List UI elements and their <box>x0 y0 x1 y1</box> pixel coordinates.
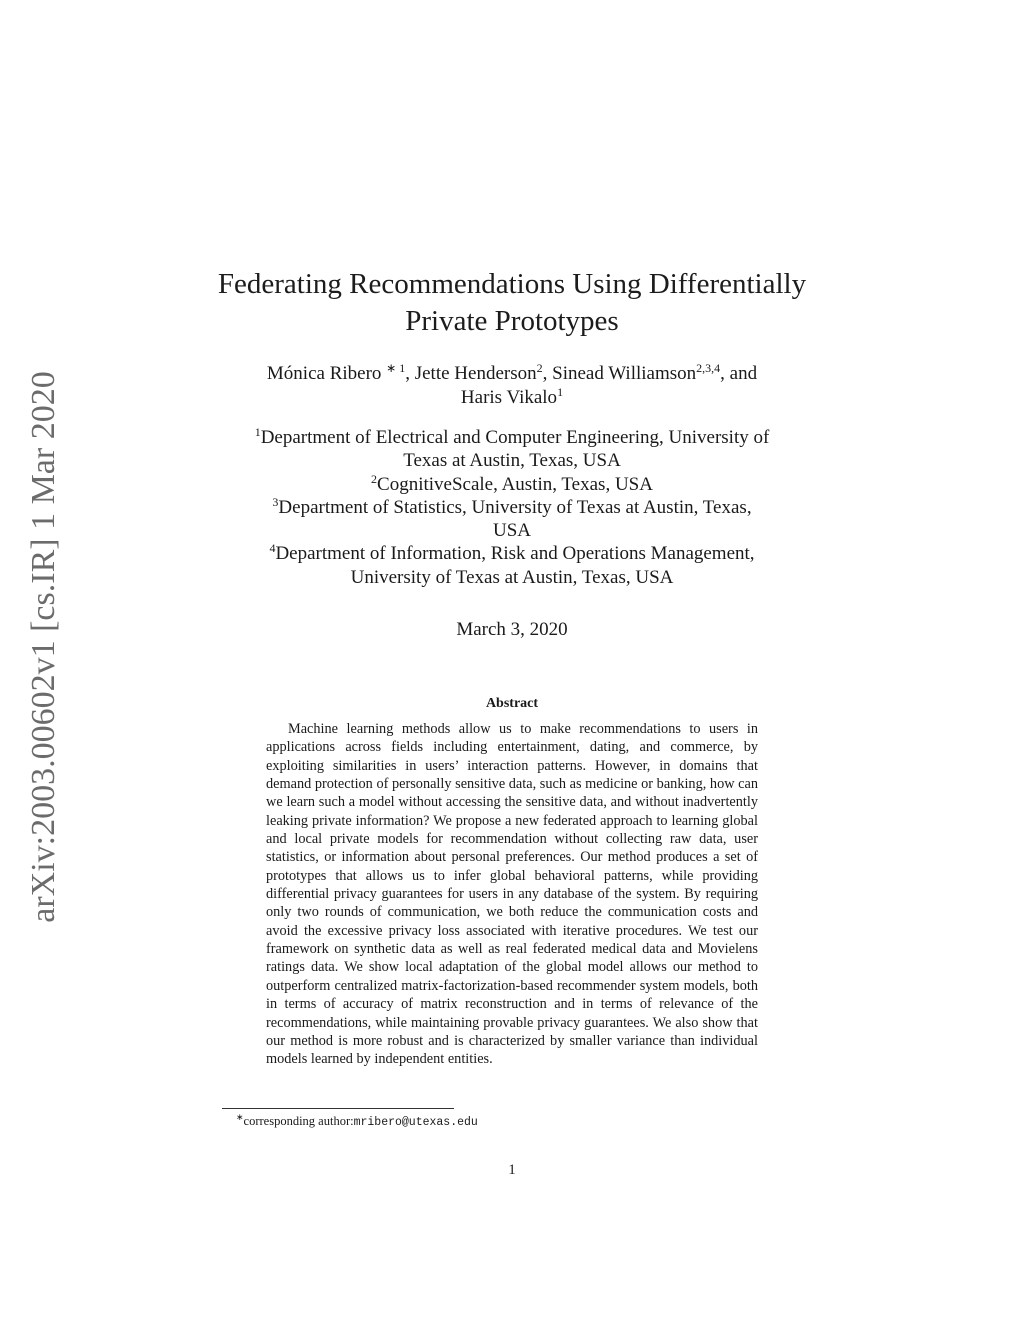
affiliation-text: Department of Statistics, University of Texas at Austin, Texas, <box>278 496 752 518</box>
title-line-2: Private Prototypes <box>405 305 619 337</box>
title-line-1: Federating Recommendations Using Differentially <box>217 268 807 300</box>
affiliation-mark: 3 <box>272 494 279 509</box>
author-affiliation-mark: 1 <box>557 385 564 399</box>
affiliation-mark: 1 <box>254 425 261 439</box>
affiliation-list <box>190 426 834 589</box>
author-affiliation-mark: ∗ 1 <box>386 361 406 375</box>
affiliation-continuation: University of Texas at Austin, Texas, USA <box>350 566 674 588</box>
affiliation-text: Department of Electrical and Computer Engineering, University of <box>260 427 770 448</box>
abstract-heading: Abstract <box>485 696 539 711</box>
corresponding-author-email: mribero@utexas.edu <box>353 1116 478 1129</box>
corresponding-author-footnote <box>236 1113 796 1131</box>
footnote-text: corresponding author: <box>243 1114 354 1128</box>
paper-title <box>180 266 844 340</box>
affiliation-item <box>190 496 834 519</box>
affiliation-mark: 4 <box>269 541 276 556</box>
footnote-mark: ∗ <box>236 1112 244 1122</box>
affiliation-item <box>190 542 834 565</box>
author-name: Jette Henderson <box>414 363 537 384</box>
author-name: Mónica Ribero <box>266 363 382 384</box>
abstract-body: Machine learning methods allow us to make recommendations to users in applications across fields including entertainment, dating, and commerce, by exploiting similarities in users’ interaction patterns. However, in domains that demand protection of personally sensitive data, such as medicine or banking, how can we learn such a model without accessing the sensitive data, and without inadvertently leaking private information? We propose a new federated approach to learning global and local private models for recommendation without collecting raw data, user statistics, or information about personal preferences. Our method produces a set of prototypes that allows us to infer global behavioral patterns, while providing differential privacy guarantees for users in any database of the system. By requiring only two rounds of communication, we both reduce the communication costs and avoid the excessive privacy loss associated with iterative procedures. We test our framework on synthetic data as well as real federated medical data and Movielens ratings data. We show local adaptation of the global model allows our method to outperform centralized matrix-factorization-based recommender system models, both in terms of accuracy of matrix reconstruction and in terms of relevance of the recommendations, while maintaining provable privacy guarantees. We also show that our method is more robust and is characterized by smaller variance than individual models learned by independent entities. <box>266 721 758 1068</box>
author-name: Haris Vikalo <box>460 387 558 408</box>
page-number: 1 <box>508 1162 516 1178</box>
affiliation-text: CognitiveScale, Austin, Texas, USA <box>377 473 653 495</box>
author-name: Sinead Williamson <box>552 363 697 384</box>
affiliation-mark: 2 <box>371 471 378 486</box>
author-affiliation-mark: 2 <box>536 361 543 375</box>
publication-date: March 3, 2020 <box>456 619 568 640</box>
author-list: Mónica Ribero $^{∗ 1}$, Jette Henderson$^2$, Sinead Williamson$^{2,3,4}$, and Haris Vikalo$^1$ <box>266 361 758 408</box>
author-affiliation-mark: 2,3,4 <box>696 361 721 375</box>
affiliation-continuation: Texas at Austin, Texas, USA <box>403 450 621 472</box>
affiliation-item <box>190 473 834 496</box>
affiliation-continuation: USA <box>492 520 531 542</box>
footnote-divider <box>222 1108 454 1109</box>
affiliation-text: Department of Information, Risk and Operations Management, <box>275 543 755 565</box>
affiliation-item <box>190 426 834 449</box>
arxiv-identifier-stamp: arXiv:2003.00602v1 [cs.IR] 1 Mar 2020 <box>25 371 62 923</box>
author-conjunction: and <box>729 363 758 384</box>
